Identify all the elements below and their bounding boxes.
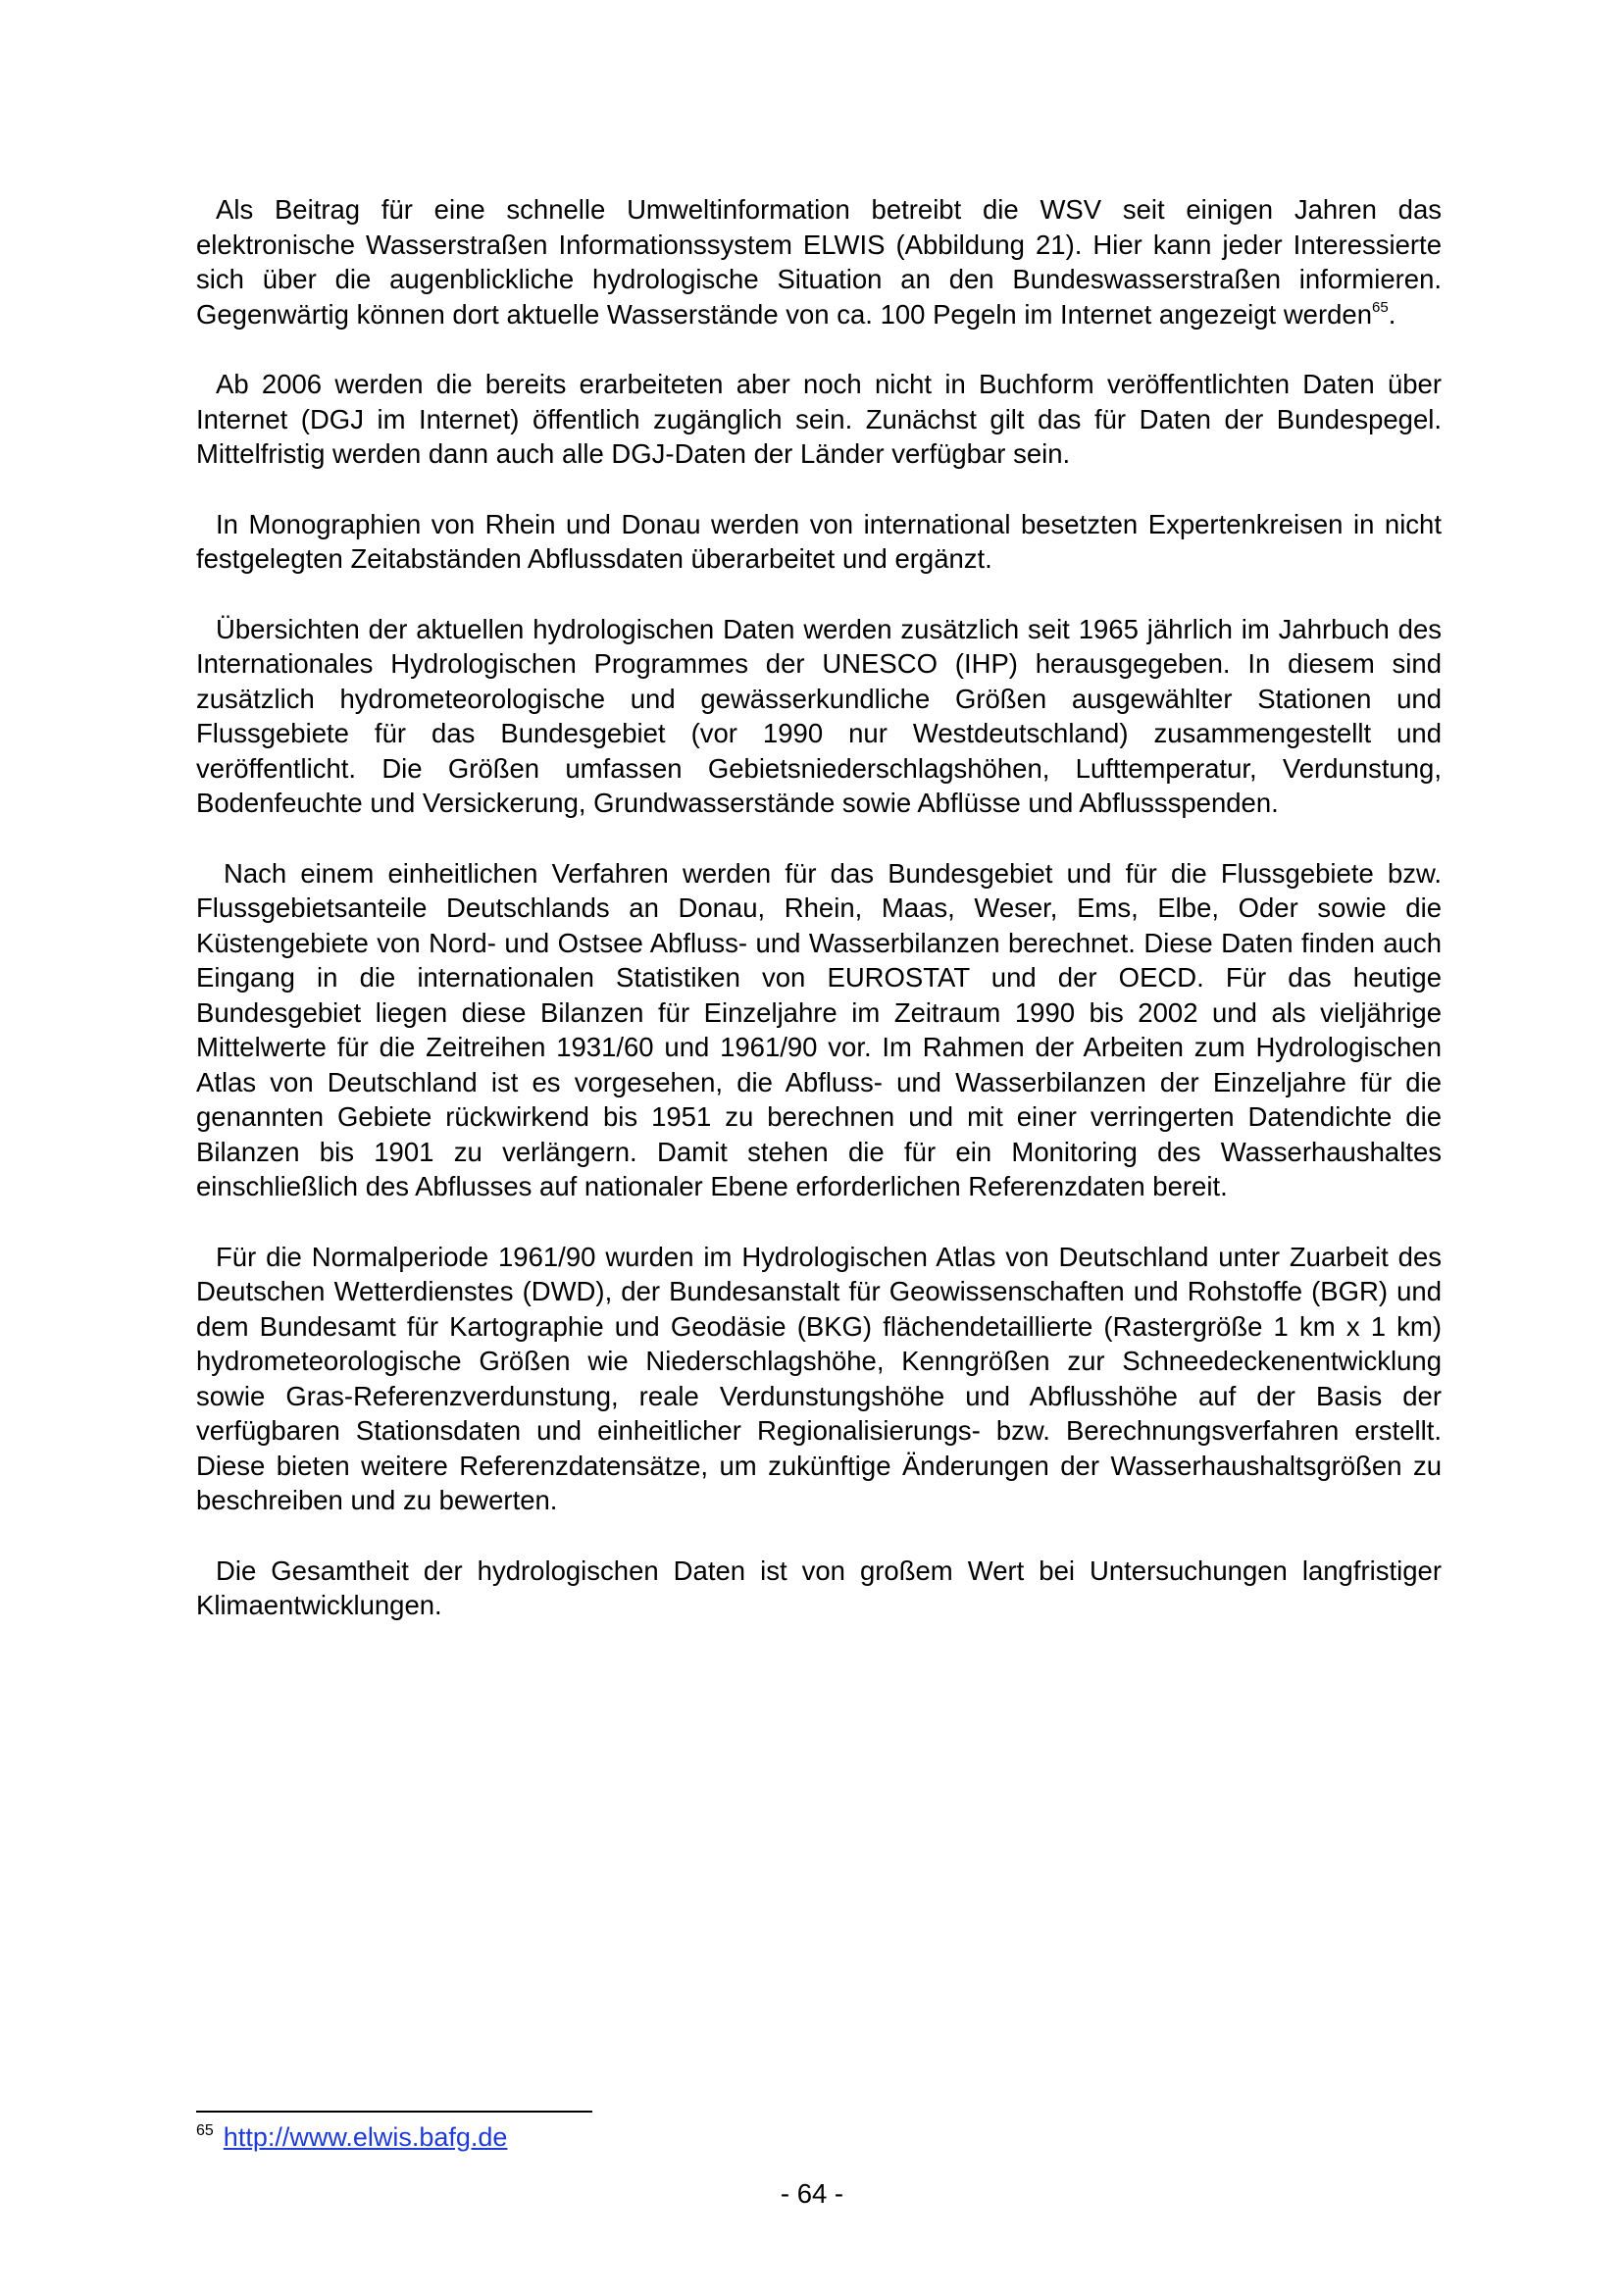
paragraph-monographien: In Monographien von Rhein und Donau werden von international besetzten Expertenkreisen in nicht festgelegten Zeitabständen Abflussdaten überarbeitet und ergänzt. (196, 508, 1442, 574)
paragraph-elwis (196, 192, 1442, 331)
paragraph-wasserbilanzen: Nach einem einheitlichen Verfahren werden für das Bundesgebiet und für die Flussgebiete bzw. Flussgebietsanteile Deutschlands an Donau, Rhein, Maas, Weser, Ems, Elbe, Oder sowie die Küstengebiete von Nord- und Ostsee Abfluss- und Wasserbilanzen berechnet. Diese Daten finden auch Eingang in die internationalen Statistiken von EUROSTAT und der OECD. Für das heutige Bundesgebiet liegen diese Bilanzen für Einzeljahre im Zeitraum 1990 bis 2002 und als vieljährige Mittelwerte für die Zeitreihen 1931/60 und 1961/90 vor. Im Rahmen der Arbeiten zum Hydrologischen Atlas von Deutschland ist es vorgesehen, die Abfluss- und Wasserbilanzen der Einzeljahre für die genannten Gebiete rückwirkend bis 1951 zu berechnen und mit einer verringerten Datendichte die Bilanzen bis 1901 zu verlängern. Damit stehen die für ein Monitoring des Wasserhaushaltes einschließlich des Abflusses auf nationaler Ebene erforderlichen Referenzdaten bereit. (196, 857, 1442, 1201)
body-text (196, 192, 1442, 1658)
paragraph-klimaentwicklung: Die Gesamtheit der hydrologischen Daten ist von großem Wert bei Untersuchungen langfristiger Klimaentwicklungen. (196, 1555, 1442, 1620)
paragraph-ihp-jahrbuch: Übersichten der aktuellen hydrologischen Daten werden zusätzlich seit 1965 jährlich im Jahrbuch des Internationales Hydrologischen Programmes der UNESCO (IHP) herausgegeben. In diesem sind zusätzlich hydrometeorologische und gewässerkundliche Größen ausgewählter Stationen und Flussgebiete für das Bundesgebiet (vor 1990 nur Westdeutschland) zusammengestellt und veröffentlicht. Die Größen umfassen Gebietsniederschlagshöhen, Lufttemperatur, Verdunstung, Bodenfeuchte und Versickerung, Grundwasserstände sowie Abflüsse und Abflussspenden. (196, 613, 1442, 818)
footnote-separator (196, 2111, 592, 2113)
paragraph-text: Als Beitrag für eine schnelle Umweltinformation betreibt die WSV seit einigen Jahren das elektronische Wasserstraßen Informationssystem ELWIS (Abbildung 21). Hier kann jeder Interessierte sich über die augenblickliche hydrologische Situation an den Bundeswasserstraßen informieren. Gegenwärtig können dort aktuelle Wasserstände von ca. 100 Pegeln im Internet angezeigt werden (196, 194, 1442, 330)
footnote-reference[interactable]: 65 (1372, 298, 1389, 316)
paragraph-dgj-internet: Ab 2006 werden die bereits erarbeiteten aber noch nicht in Buchform veröffentlichten Daten über Internet (DGJ im Internet) öffentlich zugänglich sein. Zunächst gilt das für Daten der Bundespegel. Mittelfristig werden dann auch alle DGJ-Daten der Länder verfügbar sein. (196, 369, 1442, 469)
paragraph-text-end: . (1388, 298, 1396, 330)
page-number: - 64 - (780, 2178, 844, 2209)
footnote (196, 2121, 507, 2153)
paragraph-hydrologischer-atlas: Für die Normalperiode 1961/90 wurden im Hydrologischen Atlas von Deutschland unter Zuarbeit des Deutschen Wetterdienstes (DWD), der Bundesanstalt für Geowissenschaften und Rohstoffe (BGR) und dem Bundesamt für Kartographie und Geodäsie (BKG) flächendetaillierte (Rastergröße 1 km x 1 km) hydrometeorologische Größen wie Niederschlagshöhe, Kenngrößen zur Schneedeckenentwicklung sowie Gras-Referenzverdunstung, reale Verdunstungshöhe und Abflusshöhe auf der Basis der verfügbaren Stationsdaten und einheitlicher Regionalisierungs- bzw. Berechnungsverfahren erstellt. Diese bieten weitere Referenzdatensätze, um zukünftige Änderungen der Wasserhaushaltsgrößen zu beschreiben und zu bewerten. (196, 1241, 1442, 1515)
footnote-number: 65 (196, 2122, 214, 2139)
footnote-link[interactable]: http://www.elwis.bafg.de (223, 2122, 508, 2152)
